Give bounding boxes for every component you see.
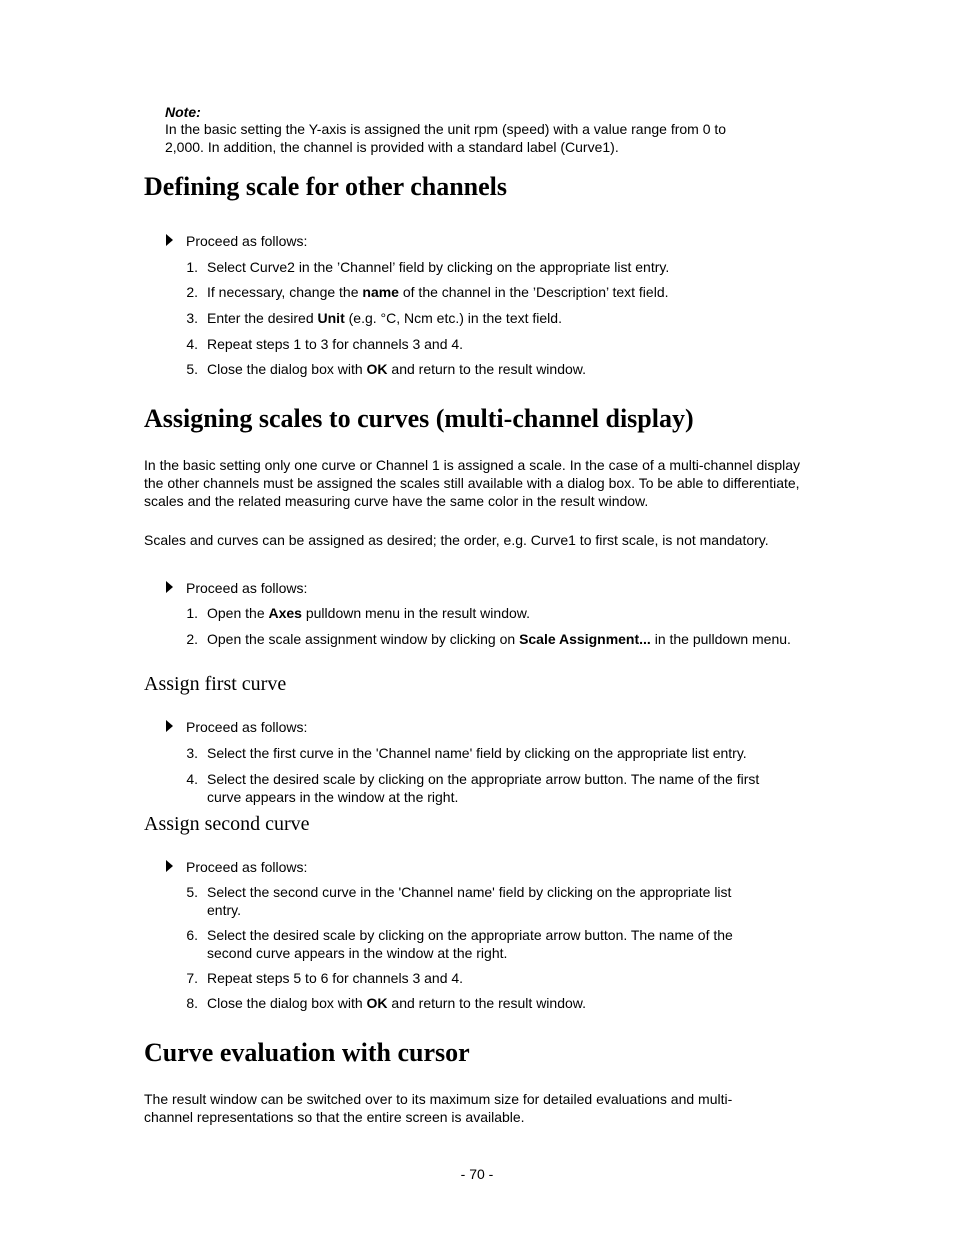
step-number: 8. [186, 995, 198, 1011]
step-text: Select the first curve in the 'Channel name' field by clicking on the appropriate list entry. [207, 745, 747, 761]
step-number: 7. [186, 970, 198, 986]
step-text: Close the dialog box with OK and return to the result window. [207, 361, 586, 377]
subheading-assign-first-curve: Assign first curve [144, 673, 287, 695]
step-number: 3. [186, 310, 198, 326]
step-text: If necessary, change the name of the channel in the ’Description’ text field. [207, 284, 669, 300]
step-number: 5. [186, 884, 198, 900]
proceed-label: Proceed as follows: [186, 719, 308, 735]
body-paragraph: The result window can be switched over to its maximum size for detailed evaluations and multi-channel representations so that the entire screen is available. [144, 1091, 733, 1125]
step-text: Open the scale assignment window by clicking on Scale Assignment... in the pulldown menu. [207, 631, 791, 647]
step-text: Open the Axes pulldown menu in the result window. [207, 605, 530, 621]
step-text: Repeat steps 1 to 3 for channels 3 and 4. [207, 336, 464, 352]
step-text: Select Curve2 in the ’Channel’ field by clicking on the appropriate list entry. [207, 259, 670, 275]
proceed-label: Proceed as follows: [186, 580, 308, 596]
bullet-arrow-icon [166, 860, 173, 872]
proceed-label: Proceed as follows: [186, 233, 308, 249]
bullet-arrow-icon [166, 581, 173, 593]
step-number: 2. [186, 284, 198, 300]
bullet-arrow-icon [166, 234, 173, 246]
step-text: Select the second curve in the 'Channel name' field by clicking on the appropriate list entry. [207, 884, 732, 918]
step-text: Close the dialog box with OK and return to the result window. [207, 995, 586, 1011]
section-heading-assigning-scales: Assigning scales to curves (multi-channel display) [144, 404, 694, 433]
note-text: In the basic setting the Y-axis is assigned the unit rpm (speed) with a value range from 0 to 2,000. In addition, the channel is provided with a standard label (Curve1). [165, 121, 727, 155]
subheading-assign-second-curve: Assign second curve [144, 813, 310, 835]
step-number: 1. [186, 605, 198, 621]
section-heading-defining-scale: Defining scale for other channels [144, 172, 508, 201]
page-number: - 70 - [460, 1166, 494, 1182]
step-text: Select the desired scale by clicking on the appropriate arrow button. The name of the second curve appears in the window at the right. [207, 927, 733, 961]
step-number: 6. [186, 927, 198, 943]
step-number: 2. [186, 631, 198, 647]
step-number: 4. [186, 771, 198, 787]
bullet-arrow-icon [166, 720, 173, 732]
body-paragraph: In the basic setting only one curve or Channel 1 is assigned a scale. In the case of a multi-channel display the other channels must be assigned the scales still available with a dialog box. To be able to differentiate, scales and the related measuring curve have the same color in the result window. [144, 457, 801, 509]
step-number: 3. [186, 745, 198, 761]
step-text: Repeat steps 5 to 6 for channels 3 and 4. [207, 970, 464, 986]
note-label: Note: [165, 104, 201, 120]
step-text: Enter the desired Unit (e.g. °C, Ncm etc.) in the text field. [207, 310, 562, 326]
step-number: 5. [186, 361, 198, 377]
step-text: Select the desired scale by clicking on the appropriate arrow button. The name of the first curve appears in the window at the right. [207, 771, 760, 805]
body-paragraph: Scales and curves can be assigned as desired; the order, e.g. Curve1 to first scale, is not mandatory. [144, 532, 769, 548]
proceed-label: Proceed as follows: [186, 859, 308, 875]
step-number: 1. [186, 259, 198, 275]
section-heading-curve-evaluation: Curve evaluation with cursor [144, 1038, 470, 1067]
step-number: 4. [186, 336, 198, 352]
